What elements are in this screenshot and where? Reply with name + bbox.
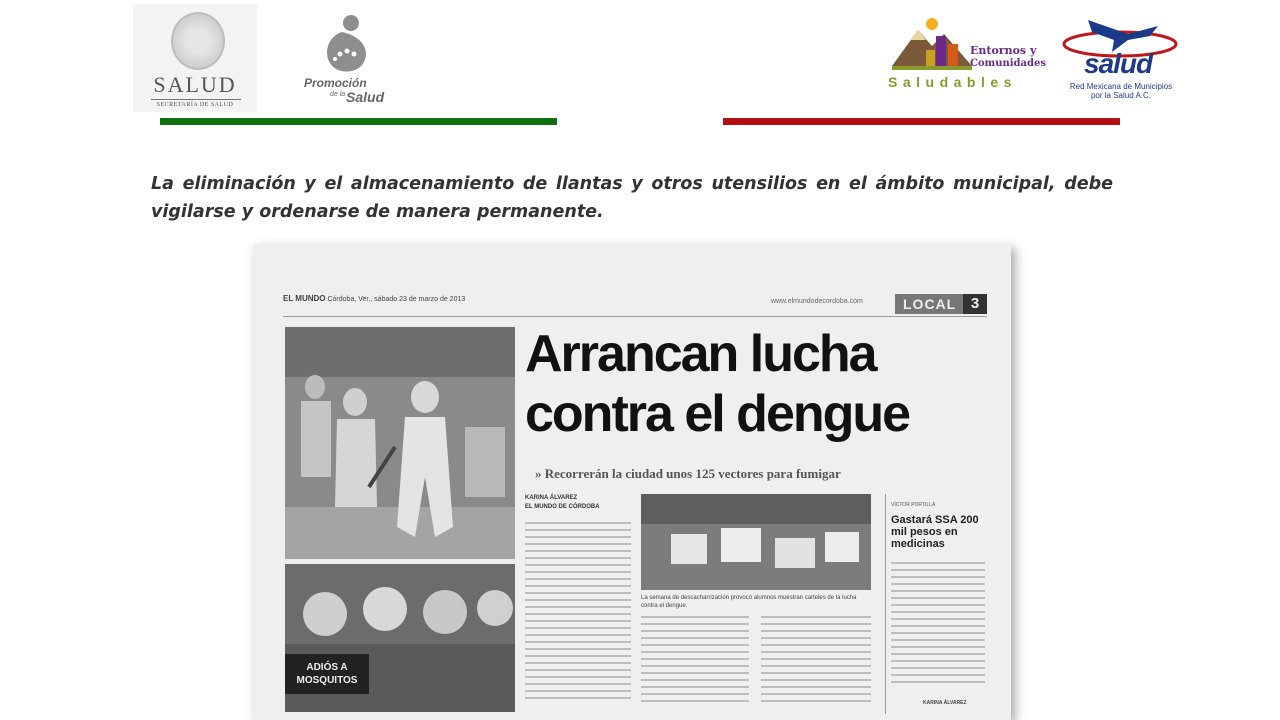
- community-mountain-icon: [892, 16, 972, 72]
- clipping-site: www.elmundodecordoba.com: [771, 298, 863, 305]
- clipping-dateline: Córdoba, Ver., sábado 23 de marzo de 2013: [327, 296, 466, 303]
- clipping-headline: [525, 324, 909, 444]
- entornos-logo-line2: Comunidades: [970, 58, 1047, 69]
- fumigation-workers-photo: [285, 327, 515, 559]
- salud-logo: [133, 4, 257, 112]
- clipping-masthead: EL MUNDO: [283, 294, 326, 303]
- family-figure-icon: [318, 14, 370, 76]
- adios-mosquitos-box: [285, 654, 369, 694]
- students-photo-caption: La semana de descacharrización provocó alumnos muestran carteles de la lucha contra el dengue.: [641, 595, 857, 609]
- sidebar-rule: [885, 494, 886, 714]
- byline-outlet: EL MUNDO DE CÓRDOBA: [525, 504, 600, 510]
- salud-logo-word: SALUD: [153, 72, 237, 97]
- article-column-2: [641, 616, 749, 707]
- promocion-salud-logo: [300, 12, 390, 112]
- adios-line2: MOSQUITOS: [296, 675, 358, 686]
- red-logo-subtitle-line2: por la Salud A.C.: [1090, 91, 1152, 100]
- clipping-section-label: LOCAL: [903, 296, 957, 312]
- article-column-1: [525, 522, 631, 704]
- sidebar-column: [891, 562, 985, 688]
- sidebar-title: Gastará SSA 200 mil pesos en medicinas: [891, 514, 979, 550]
- promocion-logo-line3: Salud: [346, 89, 385, 105]
- entornos-logo-line1: Entornos y: [970, 44, 1037, 57]
- red-mexicana-logo: [1058, 14, 1184, 104]
- clipping-top-rule: [283, 316, 987, 317]
- promocion-logo-line1: Promoción: [304, 76, 367, 90]
- workers-image: [285, 327, 515, 559]
- salud-logo-subtitle: SECRETARÍA DE SALUD: [156, 102, 234, 108]
- clipping-page-number: 3: [963, 294, 987, 314]
- green-divider-bar: [160, 118, 557, 125]
- clipping-subhead: » Recorrerán la ciudad unos 125 vectores para fumigar: [535, 466, 841, 481]
- clipping-section-tag: [895, 294, 987, 314]
- students-banners-photo: [641, 494, 871, 590]
- slide-caption: La eliminación y el almacenamiento de llantas y otros utensilios en el ámbito municipal, debe vigilarse y ordenarse de manera permanente.: [151, 174, 1113, 222]
- clipping-byline: [525, 494, 600, 512]
- coat-of-arms-icon: [171, 12, 225, 70]
- entornos-logo-line3: Saludables: [888, 74, 1017, 90]
- red-logo-subtitle: [1058, 82, 1184, 100]
- article-column-3: [761, 616, 871, 707]
- students-image: [641, 494, 871, 590]
- salud-logo-rule: [151, 99, 241, 100]
- red-logo-subtitle-line1: Red Mexicana de Municipios: [1069, 82, 1173, 91]
- headline-line1: Arrancan lucha: [525, 325, 876, 383]
- red-logo-word: salud: [1084, 48, 1153, 79]
- byline-author: KARINA ÁLVAREZ: [525, 495, 578, 501]
- clipping-dateline-row: [283, 294, 465, 303]
- entornos-saludables-logo: [888, 16, 1047, 92]
- red-divider-bar: [723, 118, 1120, 125]
- adios-line1: ADIÓS A: [306, 662, 348, 673]
- headline-line2: contra el dengue: [525, 385, 910, 443]
- sidebar-kicker: VÍCTOR PORTILLA: [891, 502, 936, 508]
- newspaper-clipping: [253, 244, 1011, 720]
- promocion-logo-line2: de la: [330, 91, 346, 98]
- sidebar-author: KARINA ÁLVAREZ: [923, 700, 967, 706]
